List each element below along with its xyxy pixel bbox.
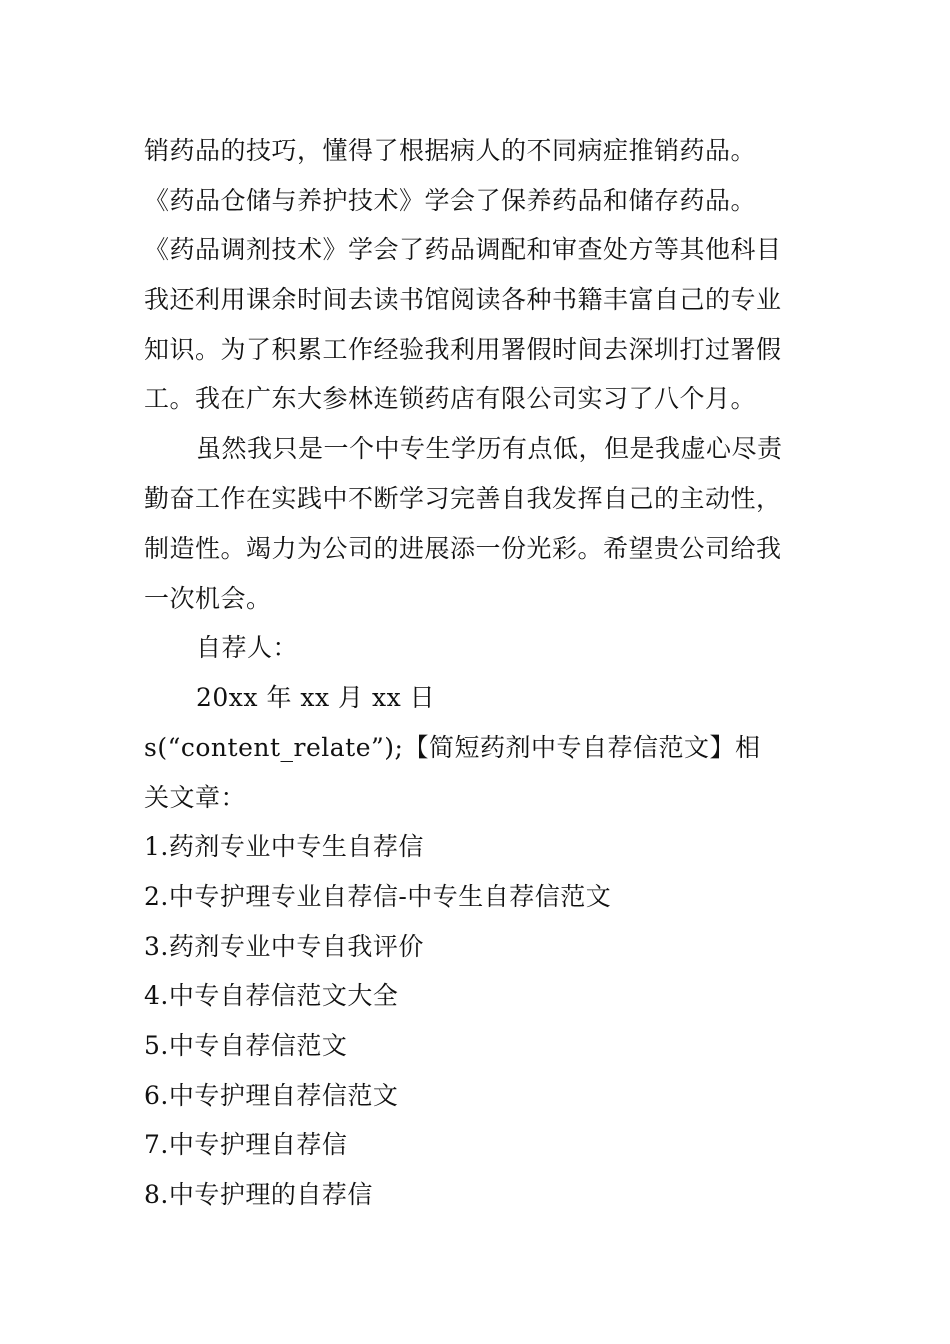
paragraph-line: 《药品仓储与养护技术》学会了保养药品和储存药品。 [144, 186, 757, 215]
paragraph-line: 一次机会。 [144, 584, 272, 613]
paragraph-line: 《药品调剂技术》学会了药品调配和审查处方等其他科目 [144, 235, 782, 264]
paragraph-line: 知识。为了积累工作经验我利用署假时间去深圳打过署假 [144, 335, 782, 364]
related-article-link[interactable]: 7.中专护理自荐信 [144, 1130, 348, 1159]
related-article-link[interactable]: 6.中专护理自荐信范文 [144, 1081, 399, 1110]
related-article-link[interactable]: 3.药剂专业中专自我评价 [144, 932, 424, 961]
paragraph-line: 虽然我只是一个中专生学历有点低，但是我虚心尽责 [196, 434, 783, 463]
related-article-link[interactable]: 8.中专护理的自荐信 [144, 1180, 373, 1209]
paragraph-line: 制造性。竭力为公司的进展添一份光彩。希望贵公司给我 [144, 534, 782, 563]
related-article-link[interactable]: 1.药剂专业中专生自荐信 [144, 832, 424, 861]
signature-label: 自荐人： [196, 633, 299, 662]
paragraph-line: 我还利用课余时间去读书馆阅读各种书籍丰富自己的专业 [144, 285, 782, 314]
letter-date: 20xx 年 xx 月 xx 日 [196, 683, 436, 712]
paragraph-line: 勤奋工作在实践中不断学习完善自我发挥自己的主动性， [144, 484, 782, 513]
related-header: s(“content_relate”);【简短药剂中专自荐信范文】相 [144, 733, 761, 762]
related-article-link[interactable]: 5.中专自荐信范文 [144, 1031, 348, 1060]
related-article-link[interactable]: 4.中专自荐信范文大全 [144, 981, 399, 1010]
paragraph-line: 销药品的技巧，懂得了根据病人的不同病症推销药品。 [144, 136, 757, 165]
paragraph-line: 工。我在广东大参林连锁药店有限公司实习了八个月。 [144, 384, 757, 413]
related-header: 关文章： [144, 783, 247, 812]
related-article-link[interactable]: 2.中专护理专业自荐信-中专生自荐信范文 [144, 882, 612, 911]
